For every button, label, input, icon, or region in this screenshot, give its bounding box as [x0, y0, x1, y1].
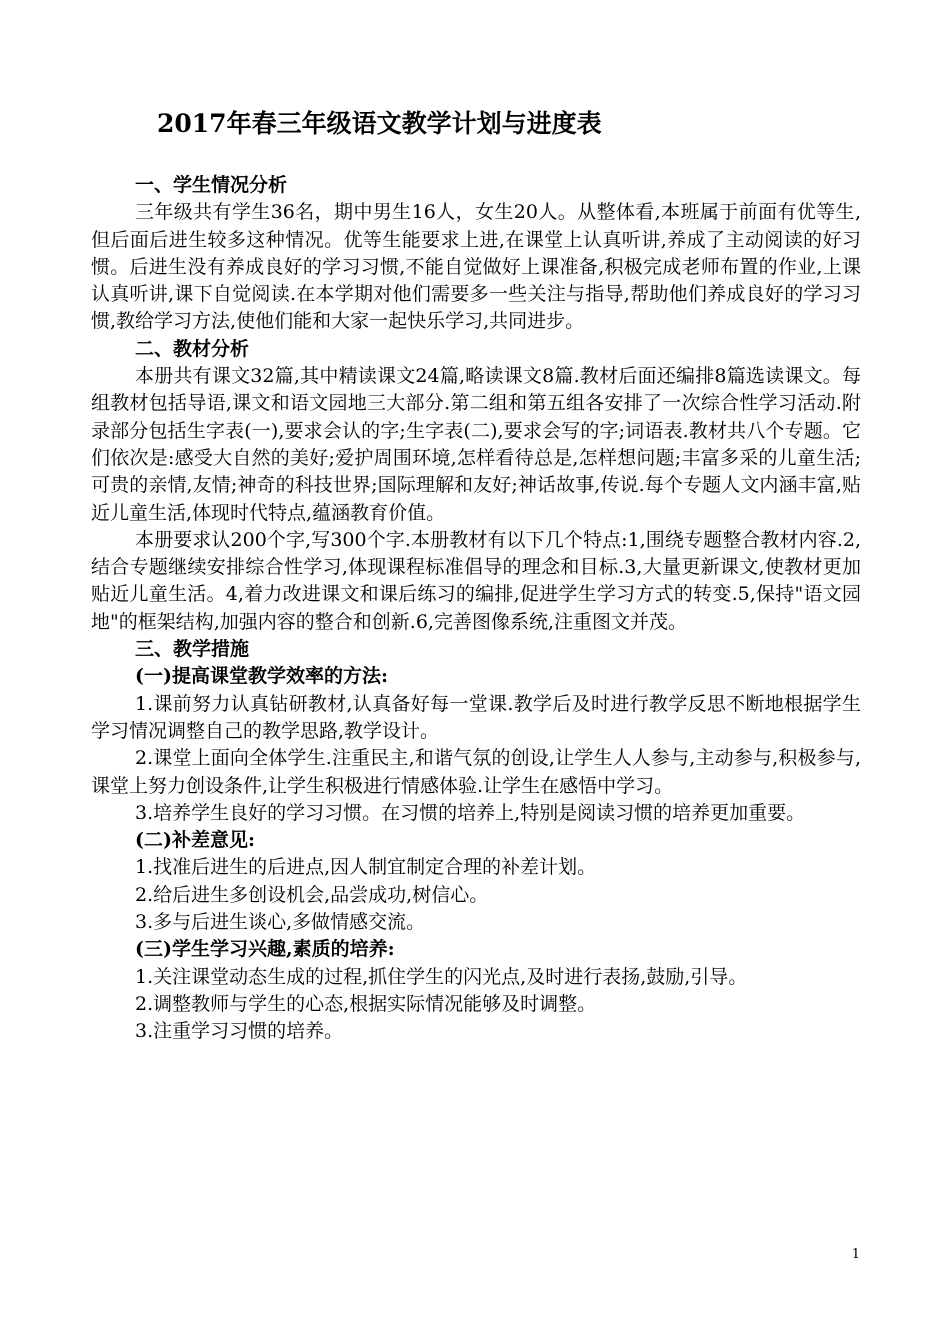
list-item: 2.调整教师与学生的心态,根据实际情况能够及时调整。	[135, 992, 597, 1015]
subsection-heading: (一)提高课堂教学效率的方法:	[135, 665, 388, 688]
section-heading: 三、教学措施	[135, 638, 250, 661]
subsection-heading: (二)补差意见:	[135, 829, 255, 852]
list-item: 1.找准后进生的后进点,因人制宜制定合理的补差计划。	[135, 856, 597, 879]
paragraph: 本册共有课文32篇,其中精读课文24篇,略读课文8篇.教材后面还编排8篇选读课文。每组教材包括导语,课文和语文园地三大部分.第二组和第五组各安排了一次综合性学习活动.附录部分包括生字表(一),要求会认的字;生字表(二),要求会写的字;词语表.教材共八个专题。它们依次是:感受大自然的美好;爱护周围环境,怎样看待总是,怎样想问题;丰富多采的儿童生活;可贵的亲情,友情;神奇的科技世界;国际理解和友好;神话故事,传说.每个专题人文内涵丰富,贴近儿童生活,体现时代特点,蕴涵教育价值。	[91, 365, 861, 524]
paragraph: 本册要求认200个字,写300个字.本册教材有以下几个特点:1,围绕专题整合教材内容.2,结合专题继续安排综合性学习,体现课程标准倡导的理念和目标.3,大量更新课文,使教材更加贴近儿童生活。4,着力改进课文和课后练习的编排,促进学生学习方式的转变.5,保持"语文园地"的框架结构,加强内容的整合和创新.6,完善图像系统,注重图文并茂。	[91, 528, 861, 633]
list-item: 1.关注课堂动态生成的过程,抓住学生的闪光点,及时进行表扬,鼓励,引导。	[135, 965, 748, 988]
page-number: 1	[851, 1247, 860, 1262]
list-item: 2.课堂上面向全体学生.注重民主,和谐气氛的创设,让学生人人参与,主动参与,积极参与,课堂上努力创设条件,让学生积极进行情感体验.让学生在感悟中学习。	[91, 747, 861, 797]
list-item: 3.培养学生良好的学习习惯。在习惯的培养上,特别是阅读习惯的培养更加重要。	[135, 801, 806, 824]
subsection-heading: (三)学生学习兴趣,素质的培养:	[135, 938, 395, 961]
list-item: 1.课前努力认真钻研教材,认真备好每一堂课.教学后及时进行教学反思不断地根据学生学习情况调整自己的教学思路,教学设计。	[91, 692, 861, 742]
list-item: 3.注重学习习惯的培养。	[135, 1020, 344, 1043]
section-heading: 二、教材分析	[135, 337, 250, 360]
paragraph: 三年级共有学生36名，期中男生16人，女生20人。从整体看,本班属于前面有优等生,但后面后进生较多这种情况。优等生能要求上进,在课堂上认真听讲,养成了主动阅读的好习惯。后进生没有养成良好的学习习惯,不能自觉做好上课准备,积极完成老师布置的作业,上课认真听讲,课下自觉阅读.在本学期对他们需要多一些关注与指导,帮助他们养成良好的学习习惯,教给学习方法,使他们能和大家一起快乐学习,共同进步。	[91, 201, 861, 333]
list-item: 3.多与后进生谈心,多做情感交流。	[135, 911, 426, 934]
document-body	[91, 172, 861, 1046]
section-heading: 一、学生情况分析	[135, 174, 288, 196]
list-item: 2.给后进生多创设机会,品尝成功,树信心。	[135, 883, 489, 906]
page-title: 2017年春三年级语文教学计划与进度表	[157, 109, 602, 138]
